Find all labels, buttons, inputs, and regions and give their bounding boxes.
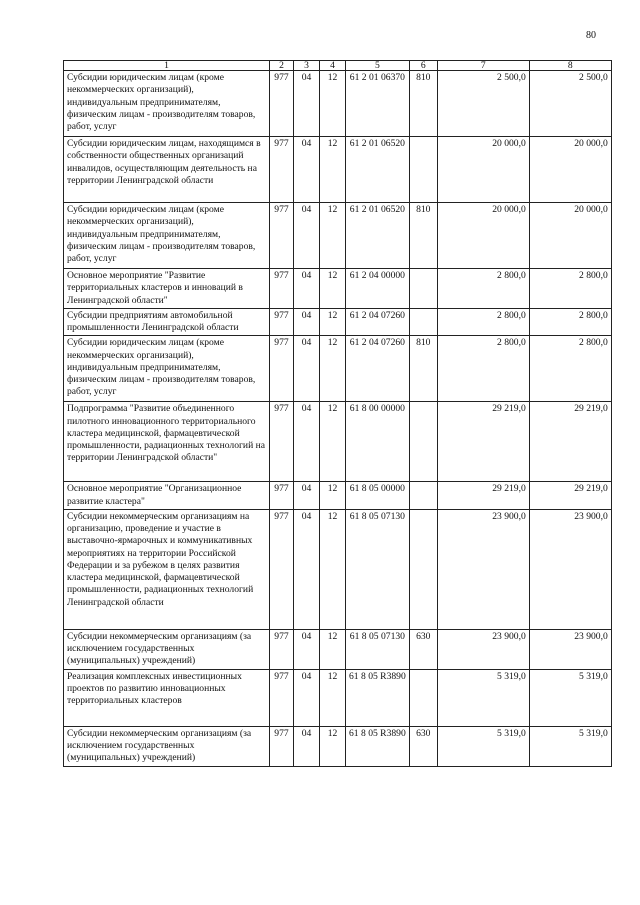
amount-col7-cell: 29 219,0 <box>437 402 529 482</box>
section-code-cell: 04 <box>294 203 320 269</box>
expense-type-cell <box>409 509 437 629</box>
section-code-cell: 04 <box>294 482 320 510</box>
column-header: 2 <box>270 61 294 71</box>
target-article-cell: 61 8 05 07130 <box>346 509 410 629</box>
row-name-cell: Подпрограмма "Развитие объединенного пилотного инновационного территориального кластера медицинской, фармацевтической промышленности, радиационных технологий на территории Ленинградской области" <box>64 402 270 482</box>
column-header: 5 <box>346 61 410 71</box>
section-code-cell: 04 <box>294 726 320 766</box>
expense-type-cell: 630 <box>409 726 437 766</box>
row-name-cell: Субсидии некоммерческим организациям (за исключением государственных (муниципальных) учреждений) <box>64 726 270 766</box>
amount-col8-cell: 23 900,0 <box>529 629 611 669</box>
ministry-code-cell: 977 <box>270 402 294 482</box>
row-name-cell: Субсидии юридическим лицам (кроме некоммерческих организаций), индивидуальным предпринимателям, физическим лицам - производителям товаров, работ, услуг <box>64 203 270 269</box>
amount-col7-cell: 2 500,0 <box>437 71 529 137</box>
expense-type-cell <box>409 269 437 309</box>
page-number: 80 <box>586 30 596 41</box>
row-name-cell: Субсидии предприятиям автомобильной промышленности Ленинградской области <box>64 308 270 336</box>
amount-col7-cell: 5 319,0 <box>437 726 529 766</box>
ministry-code-cell: 977 <box>270 137 294 203</box>
amount-col7-cell: 2 800,0 <box>437 269 529 309</box>
expense-type-cell <box>409 482 437 510</box>
expense-type-cell: 630 <box>409 629 437 669</box>
subsection-code-cell: 12 <box>320 336 346 402</box>
subsection-code-cell: 12 <box>320 269 346 309</box>
section-code-cell: 04 <box>294 336 320 402</box>
table-header-row <box>64 61 612 71</box>
section-code-cell: 04 <box>294 629 320 669</box>
expense-type-cell <box>409 669 437 726</box>
amount-col8-cell: 5 319,0 <box>529 726 611 766</box>
row-name-cell: Основное мероприятие "Организационное развитие кластера" <box>64 482 270 510</box>
table-row <box>64 402 612 482</box>
target-article-cell: 61 8 05 07130 <box>346 629 410 669</box>
amount-col8-cell: 20 000,0 <box>529 203 611 269</box>
column-header: 4 <box>320 61 346 71</box>
ministry-code-cell: 977 <box>270 669 294 726</box>
section-code-cell: 04 <box>294 509 320 629</box>
table-row <box>64 203 612 269</box>
target-article-cell: 61 8 05 R3890 <box>346 669 410 726</box>
expense-type-cell <box>409 308 437 336</box>
table-row <box>64 269 612 309</box>
row-name-cell: Субсидии некоммерческим организациям на организацию, проведение и участие в выставочно-ярмарочных и коммуникативных мероприятиях на территории Российской Федерации и за рубежом в целях развития кластера медицинской, фармацевтической промышленности, радиационных технологий Ленинградской области <box>64 509 270 629</box>
ministry-code-cell: 977 <box>270 509 294 629</box>
subsection-code-cell: 12 <box>320 203 346 269</box>
expense-type-cell: 810 <box>409 203 437 269</box>
table-row <box>64 629 612 669</box>
row-name-cell: Субсидии юридическим лицам (кроме некоммерческих организаций), индивидуальным предпринимателям, физическим лицам - производителям товаров, работ, услуг <box>64 71 270 137</box>
row-name-cell: Реализация комплексных инвестиционных проектов по развитию инновационных территориальных кластеров <box>64 669 270 726</box>
table-row <box>64 336 612 402</box>
target-article-cell: 61 2 04 07260 <box>346 308 410 336</box>
section-code-cell: 04 <box>294 402 320 482</box>
amount-col8-cell: 29 219,0 <box>529 482 611 510</box>
subsection-code-cell: 12 <box>320 726 346 766</box>
amount-col8-cell: 2 800,0 <box>529 269 611 309</box>
amount-col7-cell: 20 000,0 <box>437 137 529 203</box>
column-header: 7 <box>437 61 529 71</box>
ministry-code-cell: 977 <box>270 482 294 510</box>
amount-col7-cell: 2 800,0 <box>437 336 529 402</box>
table-row <box>64 137 612 203</box>
ministry-code-cell: 977 <box>270 726 294 766</box>
table-row <box>64 71 612 137</box>
amount-col7-cell: 20 000,0 <box>437 203 529 269</box>
subsection-code-cell: 12 <box>320 629 346 669</box>
ministry-code-cell: 977 <box>270 308 294 336</box>
amount-col8-cell: 2 800,0 <box>529 308 611 336</box>
section-code-cell: 04 <box>294 308 320 336</box>
target-article-cell: 61 8 00 00000 <box>346 402 410 482</box>
subsection-code-cell: 12 <box>320 137 346 203</box>
column-header: 6 <box>409 61 437 71</box>
target-article-cell: 61 2 04 07260 <box>346 336 410 402</box>
target-article-cell: 61 2 04 00000 <box>346 269 410 309</box>
target-article-cell: 61 2 01 06520 <box>346 203 410 269</box>
section-code-cell: 04 <box>294 669 320 726</box>
section-code-cell: 04 <box>294 71 320 137</box>
ministry-code-cell: 977 <box>270 629 294 669</box>
row-name-cell: Основное мероприятие "Развитие территориальных кластеров и инноваций в Ленинградской области" <box>64 269 270 309</box>
ministry-code-cell: 977 <box>270 203 294 269</box>
column-header: 3 <box>294 61 320 71</box>
row-name-cell: Субсидии некоммерческим организациям (за исключением государственных (муниципальных) учреждений) <box>64 629 270 669</box>
target-article-cell: 61 2 01 06370 <box>346 71 410 137</box>
subsection-code-cell: 12 <box>320 669 346 726</box>
amount-col8-cell: 29 219,0 <box>529 402 611 482</box>
expense-type-cell: 810 <box>409 71 437 137</box>
subsection-code-cell: 12 <box>320 402 346 482</box>
target-article-cell: 61 8 05 00000 <box>346 482 410 510</box>
expense-type-cell <box>409 402 437 482</box>
subsection-code-cell: 12 <box>320 509 346 629</box>
amount-col8-cell: 2 800,0 <box>529 336 611 402</box>
amount-col8-cell: 20 000,0 <box>529 137 611 203</box>
subsection-code-cell: 12 <box>320 71 346 137</box>
ministry-code-cell: 977 <box>270 336 294 402</box>
section-code-cell: 04 <box>294 269 320 309</box>
amount-col7-cell: 29 219,0 <box>437 482 529 510</box>
amount-col8-cell: 5 319,0 <box>529 669 611 726</box>
column-header: 8 <box>529 61 611 71</box>
amount-col8-cell: 2 500,0 <box>529 71 611 137</box>
table-row <box>64 669 612 726</box>
amount-col8-cell: 23 900,0 <box>529 509 611 629</box>
amount-col7-cell: 23 900,0 <box>437 509 529 629</box>
subsection-code-cell: 12 <box>320 308 346 336</box>
budget-table <box>63 60 612 767</box>
section-code-cell: 04 <box>294 137 320 203</box>
table-row <box>64 308 612 336</box>
table-row <box>64 509 612 629</box>
target-article-cell: 61 8 05 R3890 <box>346 726 410 766</box>
row-name-cell: Субсидии юридическим лицам (кроме некоммерческих организаций), индивидуальным предпринимателям, физическим лицам - производителям товаров, работ, услуг <box>64 336 270 402</box>
subsection-code-cell: 12 <box>320 482 346 510</box>
ministry-code-cell: 977 <box>270 269 294 309</box>
amount-col7-cell: 23 900,0 <box>437 629 529 669</box>
amount-col7-cell: 2 800,0 <box>437 308 529 336</box>
table-row <box>64 482 612 510</box>
table-row <box>64 726 612 766</box>
amount-col7-cell: 5 319,0 <box>437 669 529 726</box>
target-article-cell: 61 2 01 06520 <box>346 137 410 203</box>
column-header: 1 <box>64 61 270 71</box>
expense-type-cell: 810 <box>409 336 437 402</box>
expense-type-cell <box>409 137 437 203</box>
row-name-cell: Субсидии юридическим лицам, находящимся в собственности общественных организаций инвалидов, осуществляющим деятельность на территории Ленинградской области <box>64 137 270 203</box>
ministry-code-cell: 977 <box>270 71 294 137</box>
